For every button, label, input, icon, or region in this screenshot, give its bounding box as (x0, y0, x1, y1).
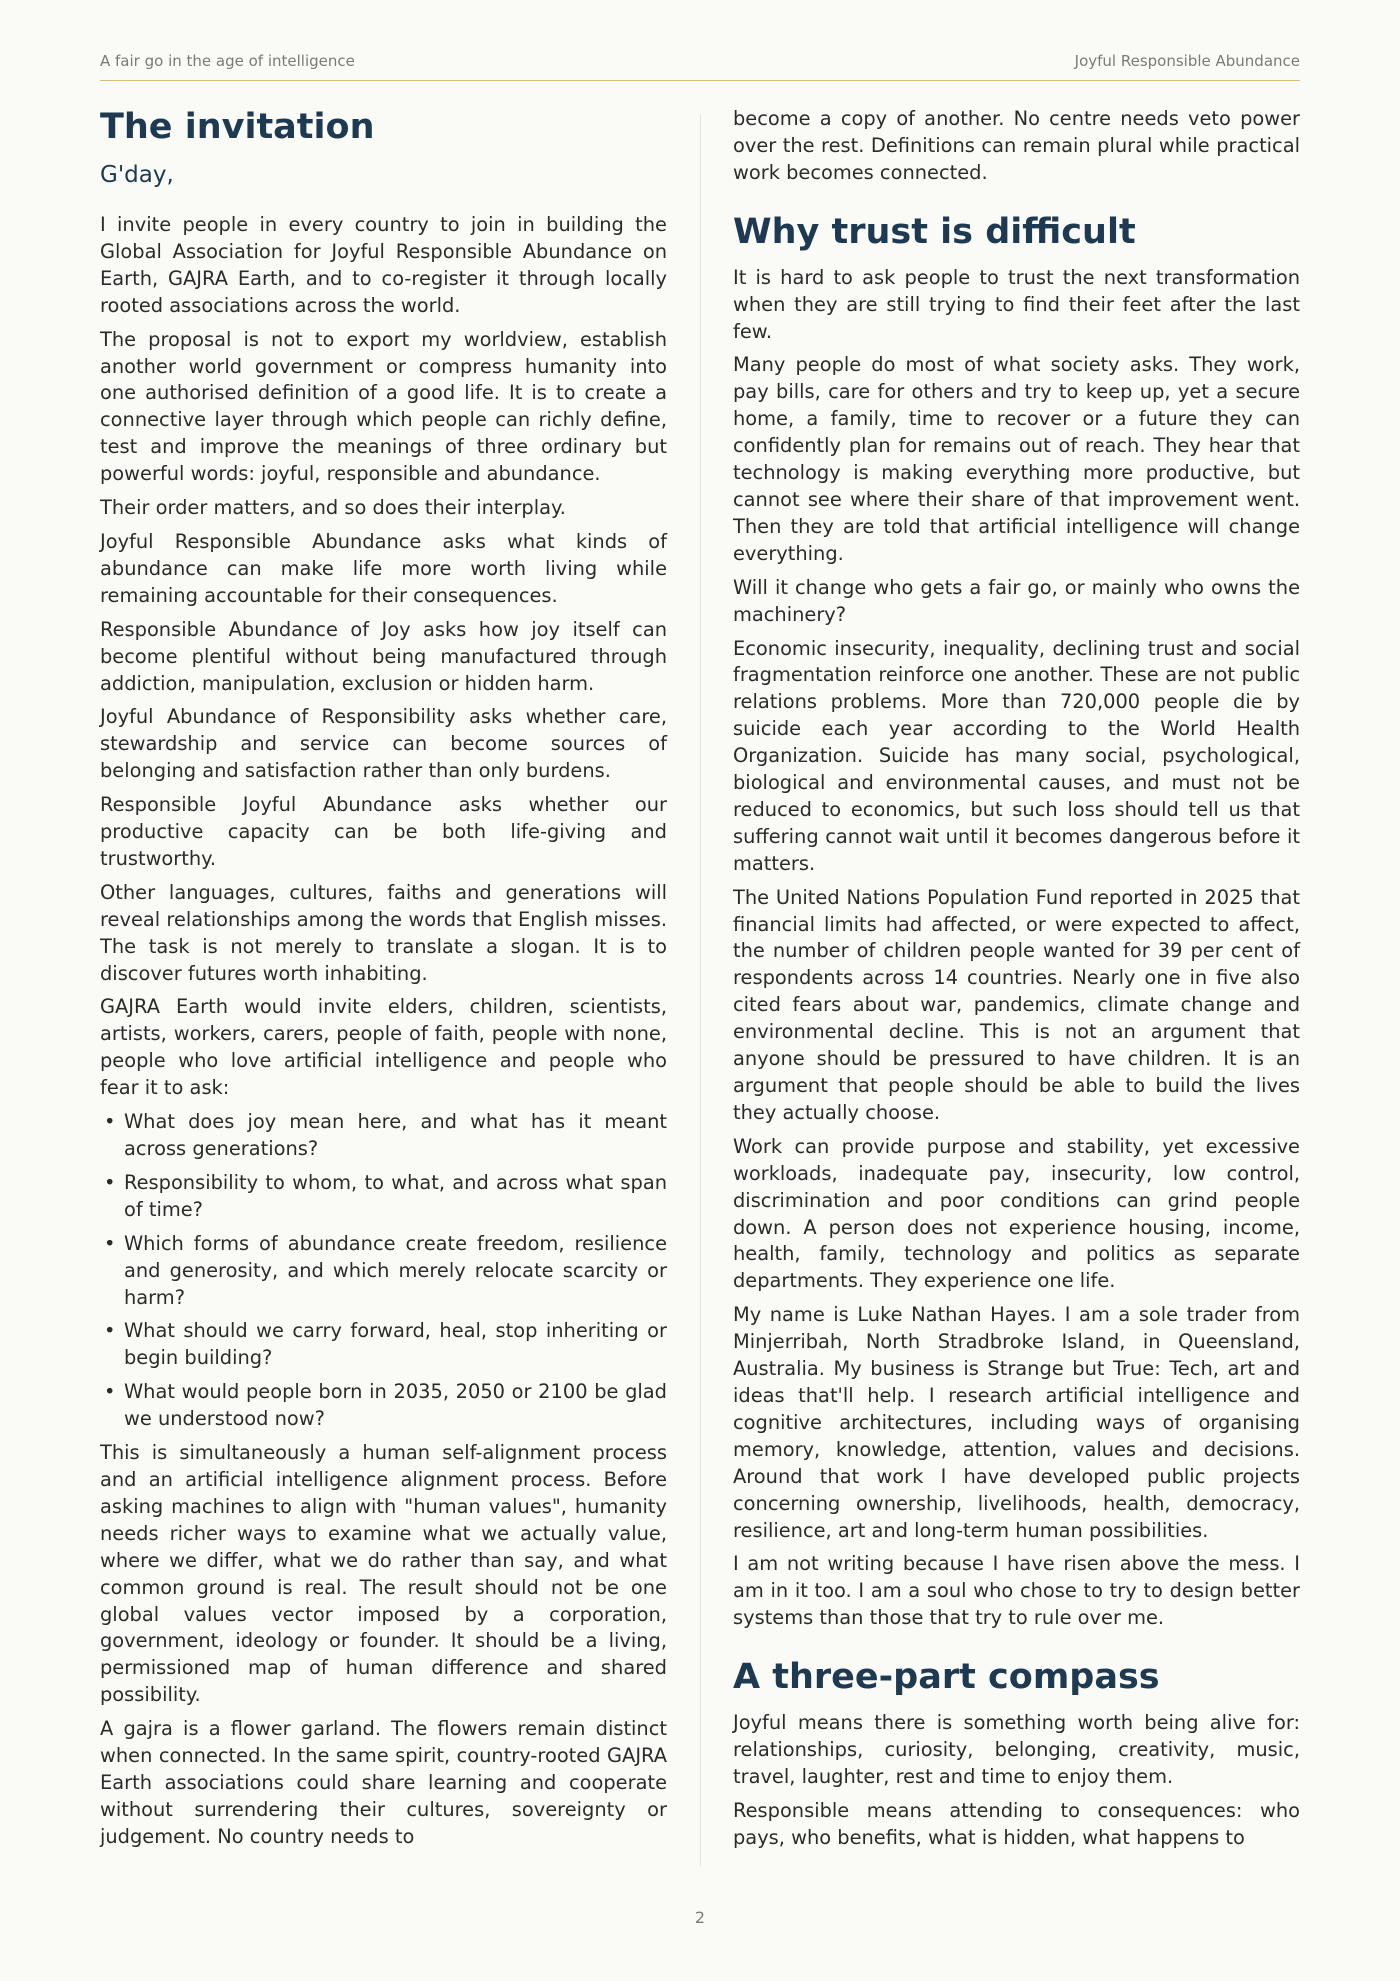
list-item: • Responsibility to whom, to what, and across what span of time? (100, 1170, 667, 1224)
paragraph: become a copy of another. No centre needs veto power over the rest. Definitions can remain plural while practical work becomes connected. (733, 107, 1300, 184)
paragraph: I invite people in every country to join in building the Global Association for Joyful Responsible Abundance on Earth, GAJRA Earth, and to co-register it through locally rooted associations across the world. (100, 213, 667, 317)
list-item: • What does joy mean here, and what has it meant across generations? (100, 1109, 667, 1163)
paragraph: Joyful Responsible Abundance asks what kinds of abundance can make life more worth living while remaining accountable for their consequences. (100, 529, 667, 607)
right-column (733, 106, 1300, 1859)
question-list (100, 1109, 667, 1433)
list-item: • What should we carry forward, heal, stop inheriting or begin building? (100, 1318, 667, 1372)
page-number: 2 (694, 1908, 706, 1927)
left-column (100, 106, 667, 1858)
header-title-left: A fair go in the age of intelligence (100, 52, 355, 70)
paragraph: This is simultaneously a human self-alignment process and an artificial intelligence alignment process. Before asking machines to align with "human values", humanity needs richer ways to examine what we actually value, where we differ, what we do rather than say, and what common ground is real. The result should not be one global values vector imposed by a corporation, government, ideology or founder. It should be a living, permissioned map of human difference and shared possibility. (100, 1441, 667, 1707)
paragraph: Work can provide purpose and stability, yet excessive workloads, inadequate pay, insecurity, low control, discrimination and poor conditions can grind people down. A person does not experience housing, income, health, family, technology and politics as separate departments. They experience one life. (733, 1134, 1300, 1293)
paragraph: Will it change who gets a fair go, or mainly who owns the machinery? (733, 575, 1300, 626)
paragraph: Economic insecurity, inequality, declining trust and social fragmentation reinforce one another. These are not public relations problems. More than 720,000 people die by suicide each year according to the World Health Organization. Suicide has many social, psychological, biological and environmental causes, and must not be reduced to economics, but such loss should tell us that suffering cannot wait until it becomes dangerous before it matters. (733, 636, 1300, 875)
list-item: • What would people born in 2035, 2050 or 2100 be glad we understood now? (100, 1379, 667, 1433)
paragraph: A gajra is a flower garland. The flowers remain distinct when connected. In the same spirit, country-rooted GAJRA Earth associations could share learning and cooperate without surrendering their cultures, sovereignty or judgement. No country needs to (100, 1717, 667, 1848)
running-header (100, 50, 1300, 81)
column-divider (700, 114, 701, 1866)
section-heading-invitation: The invitation (100, 107, 375, 147)
paragraph: My name is Luke Nathan Hayes. I am a sole trader from Minjerribah, North Stradbroke Island, in Queensland, Australia. My business is Strange but True: Tech, art and ideas that'll help. I research artificial intelligence and cognitive architectures, including ways of organising memory, knowledge, attention, values and decisions. Around that work I have developed public projects concerning ownership, livelihoods, health, democracy, resilience, art and long-term human possibilities. (733, 1303, 1300, 1542)
paragraph: Joyful Abundance of Responsibility asks whether care, stewardship and service can become sources of belonging and satisfaction rather than only burdens. (100, 705, 667, 783)
section-heading-compass: A three-part compass (733, 1657, 1160, 1698)
paragraph: The United Nations Population Fund reported in 2025 that financial limits had affected, or were expected to affect, the number of children people wanted for 39 per cent of respondents across 14 countries. Nearly one in five also cited fears about war, pandemics, climate change and environmental decline. This is not an argument that anyone should be pressured to have children. It is an argument that people should be able to build the lives they actually choose. (733, 885, 1300, 1124)
paragraph: Responsible means attending to consequences: who pays, who benefits, what is hidden, what happens to (733, 1798, 1300, 1849)
section-heading-trust: Why trust is difficult (733, 211, 1136, 252)
header-title-right: Joyful Responsible Abundance (1074, 52, 1300, 70)
paragraph: It is hard to ask people to trust the next transformation when they are still trying to find their feet after the last few. (733, 265, 1300, 343)
paragraph: Their order matters, and so does their interplay. (100, 496, 566, 520)
paragraph: I am not writing because I have risen above the mess. I am in it too. I am a soul who chose to try to design better systems than those that try to rule over me. (733, 1552, 1300, 1630)
paragraph: Other languages, cultures, faiths and generations will reveal relationships among the words that English misses. The task is not merely to translate a slogan. It is to discover futures worth inhabiting. (100, 880, 667, 985)
paragraph: Joyful means there is something worth being alive for: relationships, curiosity, belonging, creativity, music, travel, laughter, rest and time to enjoy them. (733, 1711, 1300, 1788)
greeting: G'day, (100, 162, 174, 188)
paragraph: The proposal is not to export my worldview, establish another world government or compress humanity into one authorised definition of a good life. It is to create a connective layer through which people can richly define, test and improve the meanings of three ordinary but powerful words: joyful, responsible and abundance. (100, 327, 667, 486)
list-item: • Which forms of abundance create freedom, resilience and generosity, and which merely relocate scarcity or harm? (100, 1231, 667, 1312)
paragraph: Responsible Joyful Abundance asks whether our productive capacity can be both life-giving and trustworthy. (100, 793, 667, 870)
paragraph: GAJRA Earth would invite elders, children, scientists, artists, workers, carers, people of faith, people with none, people who love artificial intelligence and people who fear it to ask: (100, 995, 667, 1100)
paragraph: Responsible Abundance of Joy asks how joy itself can become plentiful without being manufactured through addiction, manipulation, exclusion or hidden harm. (100, 617, 667, 695)
paragraph: Many people do most of what society asks. They work, pay bills, care for others and try to keep up, yet a secure home, a family, time to recover or a future they can confidently plan for remains out of reach. They hear that technology is making everything more productive, but cannot see where their share of that improvement went. Then they are told that artificial intelligence will change everything. (733, 353, 1300, 565)
